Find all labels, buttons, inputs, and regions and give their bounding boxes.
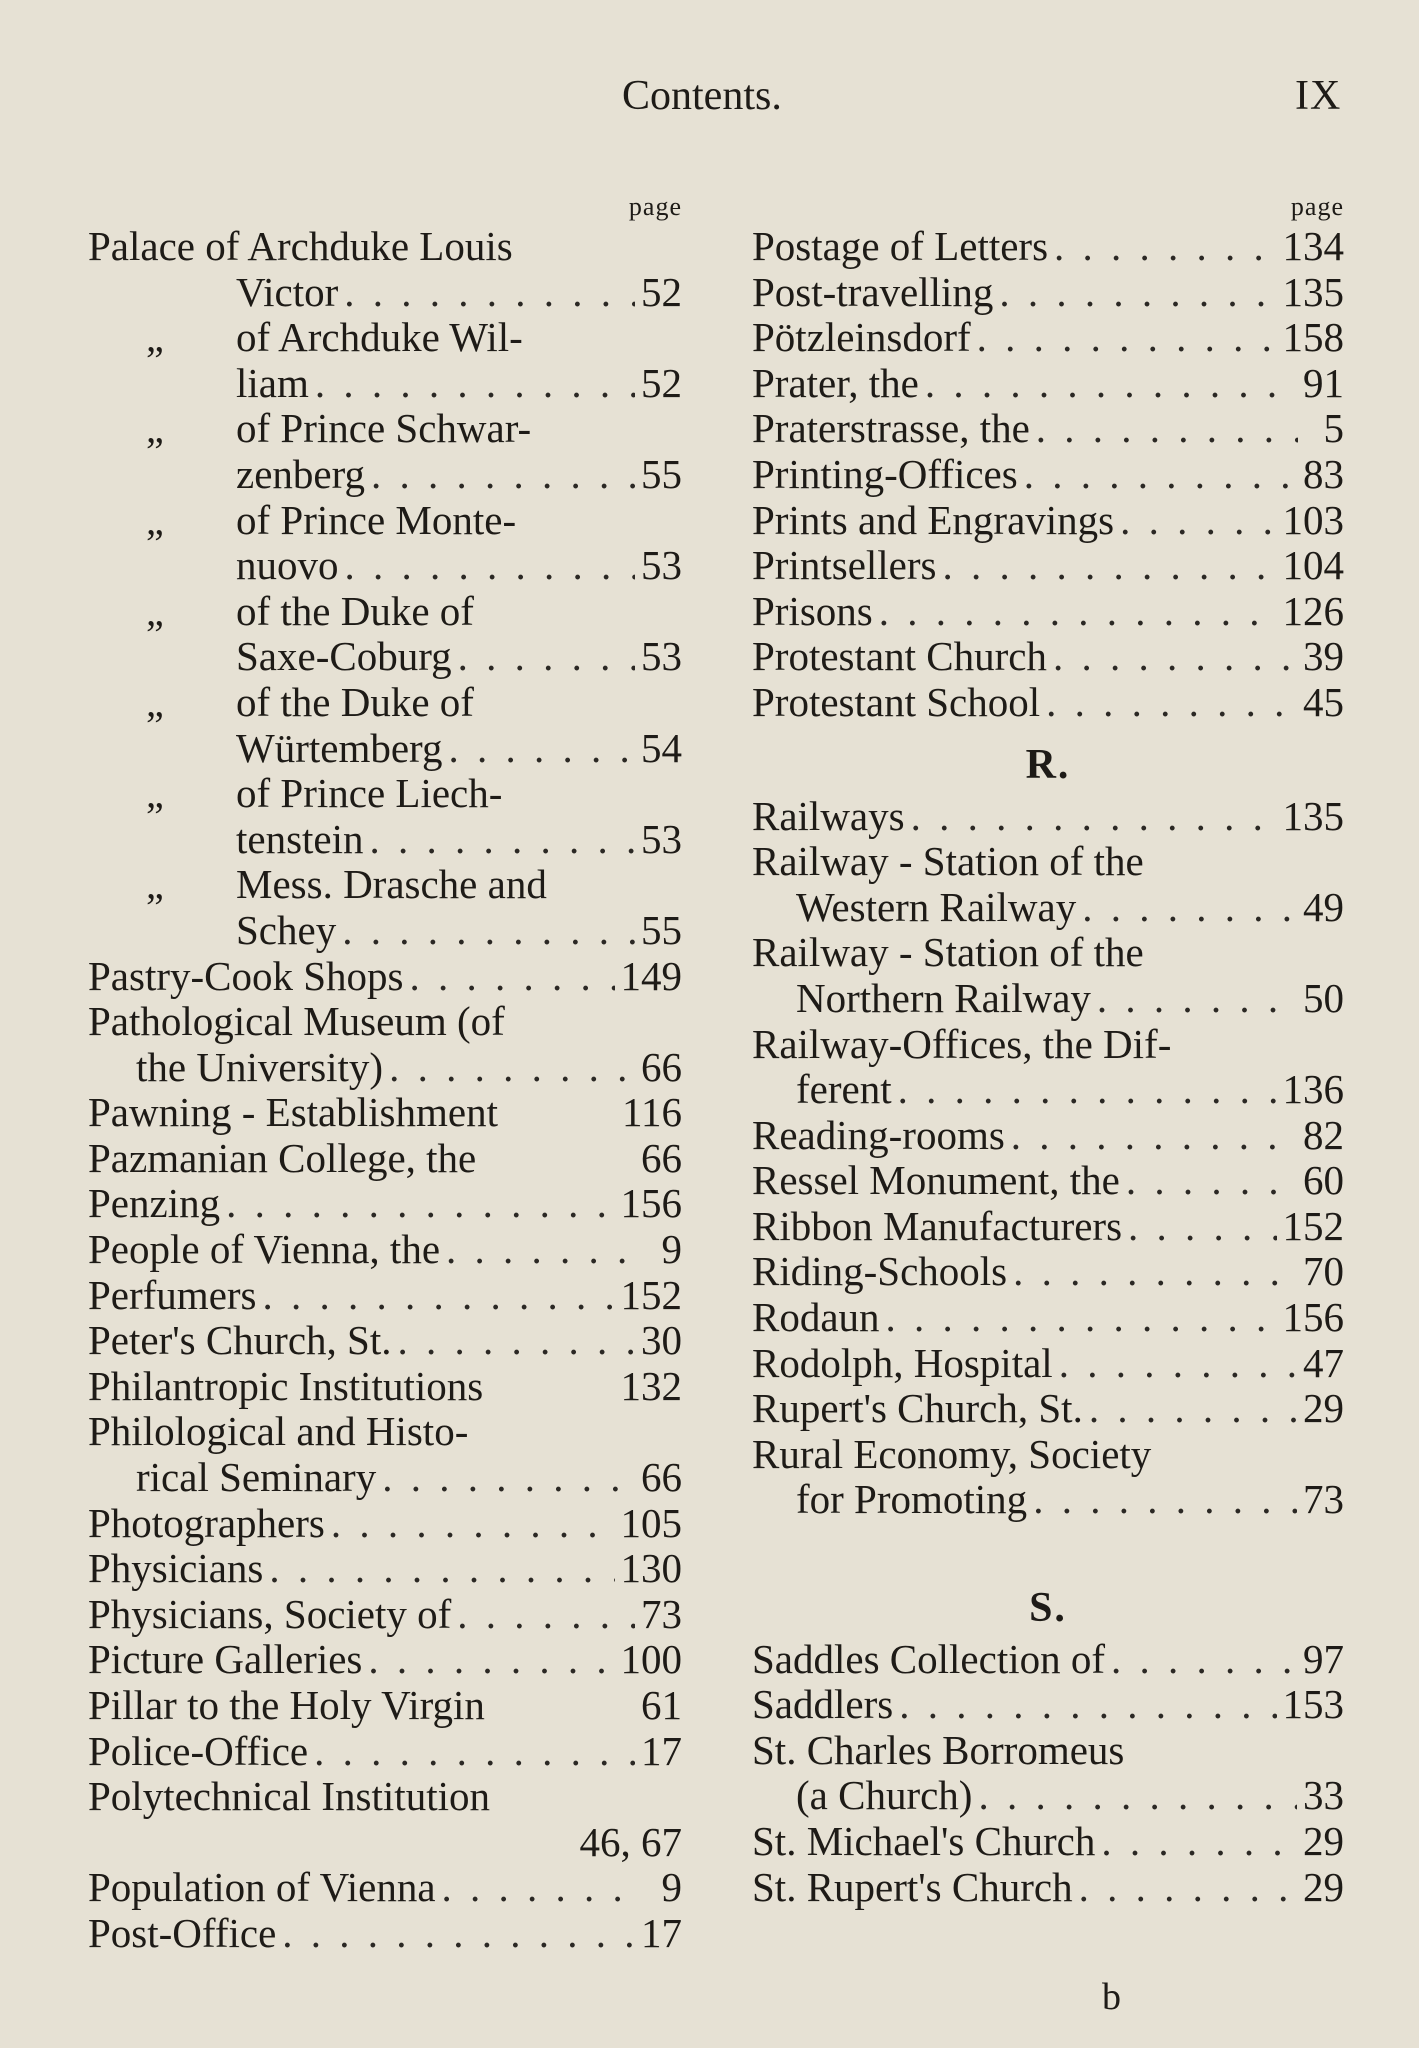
page-ref: 105 bbox=[620, 1500, 682, 1546]
page-ref: 158 bbox=[1282, 315, 1344, 361]
page-ref: 135 bbox=[1282, 793, 1344, 839]
entry-text: Western Railway bbox=[796, 884, 1077, 930]
index-list bbox=[88, 224, 682, 1957]
page-ref: 116 bbox=[622, 1090, 682, 1136]
entry-text: Protestant Church bbox=[752, 634, 1047, 680]
index-entry bbox=[752, 1682, 1344, 1728]
index-entry bbox=[88, 1090, 682, 1136]
index-entry bbox=[752, 498, 1344, 544]
dot-leader bbox=[389, 1045, 635, 1091]
dot-leader bbox=[397, 1318, 635, 1364]
index-entry bbox=[752, 1158, 1344, 1204]
index-entry bbox=[88, 1911, 682, 1957]
dot-leader bbox=[1059, 1341, 1297, 1387]
index-entry bbox=[752, 1637, 1344, 1683]
entry-text: Railway - Station of the bbox=[752, 839, 1144, 885]
page-ref: 9 bbox=[661, 1865, 682, 1911]
page-ref: 9 bbox=[661, 1227, 682, 1273]
index-entry bbox=[752, 315, 1344, 361]
entry-text: Polytechnical Institution bbox=[88, 1774, 490, 1820]
page-ref: 103 bbox=[1282, 497, 1344, 543]
index-entry bbox=[88, 634, 682, 680]
entry-text: of Archduke Wil- bbox=[236, 315, 523, 361]
entry-text: Praterstrasse, the bbox=[752, 406, 1030, 452]
page-ref: 91 bbox=[1303, 360, 1344, 406]
entry-text: Population of Vienna bbox=[88, 1865, 436, 1911]
dot-leader bbox=[446, 1227, 636, 1273]
index-entry bbox=[88, 498, 682, 544]
dot-leader bbox=[314, 1729, 635, 1775]
dot-leader bbox=[999, 270, 1276, 316]
entry-text: Police-Office bbox=[88, 1728, 309, 1774]
index-list bbox=[752, 224, 1344, 1910]
page-ref: 149 bbox=[620, 953, 682, 999]
entry-text: Saddlers bbox=[752, 1682, 894, 1728]
page-ref: 49 bbox=[1303, 884, 1344, 930]
entry-text: St. Charles Borromeus bbox=[752, 1727, 1125, 1773]
page-ref: 52 bbox=[641, 269, 682, 315]
dot-leader bbox=[457, 1592, 635, 1638]
index-entry bbox=[88, 1409, 682, 1455]
index-entry bbox=[88, 1501, 682, 1547]
page-column-label: page bbox=[628, 192, 682, 221]
dot-leader bbox=[879, 589, 1277, 635]
dot-leader bbox=[1128, 1204, 1276, 1250]
index-entry bbox=[88, 1820, 682, 1866]
running-title: Contents. bbox=[622, 73, 782, 119]
dot-leader bbox=[1089, 1386, 1297, 1432]
index-entry bbox=[88, 452, 682, 498]
page-ref: 66 bbox=[641, 1455, 682, 1501]
index-entry bbox=[88, 999, 682, 1045]
entry-text: Philological and Histo- bbox=[88, 1409, 469, 1455]
index-entry bbox=[752, 976, 1344, 1022]
index-entry bbox=[88, 1227, 682, 1273]
entry-text: Palace of Archduke Louis bbox=[88, 224, 513, 269]
index-entry bbox=[88, 862, 682, 908]
entry-text: rical Seminary bbox=[136, 1455, 377, 1501]
dot-leader bbox=[1111, 1637, 1297, 1683]
page-ref: 126 bbox=[1282, 588, 1344, 634]
entry-text: Printing-Offices bbox=[752, 451, 1018, 497]
page-ref: 73 bbox=[1303, 1477, 1344, 1523]
page-ref: 153 bbox=[1282, 1682, 1344, 1728]
index-entry bbox=[752, 1477, 1344, 1523]
dot-leader bbox=[911, 794, 1277, 840]
ditto-mark: „ bbox=[146, 497, 164, 543]
index-entry bbox=[88, 1045, 682, 1091]
entry-text: Rodolph, Hospital bbox=[752, 1340, 1053, 1386]
entry-text: Physicians bbox=[88, 1546, 264, 1592]
page-ref: 39 bbox=[1303, 634, 1344, 680]
index-entry bbox=[88, 680, 682, 726]
dot-leader bbox=[942, 543, 1276, 589]
section-letter: R. bbox=[1025, 741, 1071, 788]
dot-leader bbox=[1101, 1819, 1297, 1865]
page-ref: 134 bbox=[1282, 224, 1344, 269]
entry-text: zenberg bbox=[236, 451, 366, 497]
index-entry bbox=[752, 1865, 1344, 1911]
page-ref: 156 bbox=[620, 1181, 682, 1227]
entry-text: Postage of Letters bbox=[752, 224, 1049, 269]
entry-text: Protestant School bbox=[752, 679, 1041, 725]
index-entry bbox=[752, 634, 1344, 680]
dot-leader bbox=[345, 543, 636, 589]
index-entry bbox=[752, 361, 1344, 407]
entry-text: Post-travelling bbox=[752, 269, 994, 315]
page-number: IX bbox=[1295, 73, 1342, 119]
index-entry bbox=[752, 1204, 1344, 1250]
page-ref: 97 bbox=[1303, 1636, 1344, 1682]
entry-text: of the Duke of bbox=[236, 588, 474, 634]
dot-leader bbox=[1120, 498, 1276, 544]
dot-leader bbox=[886, 1295, 1277, 1341]
entry-text: Pastry-Cook Shops bbox=[88, 953, 404, 999]
dot-leader bbox=[1046, 680, 1297, 726]
dot-leader bbox=[382, 1455, 635, 1501]
index-entry bbox=[88, 1318, 682, 1364]
index-entry bbox=[88, 315, 682, 361]
entry-text: the University) bbox=[136, 1044, 384, 1090]
entry-text: Philantropic Institutions bbox=[88, 1363, 484, 1409]
index-entry bbox=[752, 1067, 1344, 1113]
index-entry bbox=[88, 361, 682, 407]
entry-text: Victor bbox=[236, 269, 339, 315]
dot-leader bbox=[282, 1911, 635, 1957]
dot-leader bbox=[269, 1546, 614, 1592]
page-ref: 152 bbox=[620, 1272, 682, 1318]
index-entry bbox=[88, 406, 682, 452]
dot-leader bbox=[458, 634, 635, 680]
index-entry bbox=[88, 1729, 682, 1775]
entry-text: Perfumers bbox=[88, 1272, 257, 1318]
index-entry bbox=[752, 1113, 1344, 1159]
page-ref: 66 bbox=[641, 1044, 682, 1090]
dot-leader bbox=[371, 452, 635, 498]
index-entry bbox=[88, 1637, 682, 1683]
index-entry bbox=[752, 794, 1344, 840]
entry-text: Pawning - Establishment bbox=[88, 1090, 498, 1136]
entry-text: Pötzleinsdorf bbox=[752, 315, 971, 361]
entry-text: liam bbox=[236, 360, 309, 406]
index-entry bbox=[752, 224, 1344, 270]
entry-text: Rodaun bbox=[752, 1295, 880, 1341]
page-ref: 29 bbox=[1303, 1386, 1344, 1432]
page-ref: 66 bbox=[641, 1135, 682, 1181]
page-ref: 53 bbox=[641, 816, 682, 862]
index-entry bbox=[88, 954, 682, 1000]
index-entry bbox=[752, 589, 1344, 635]
index-entry bbox=[88, 543, 682, 589]
page-ref: 45 bbox=[1303, 679, 1344, 725]
entry-text: Pillar to the Holy Virgin bbox=[88, 1683, 485, 1728]
page-ref: 152 bbox=[1282, 1203, 1344, 1249]
index-entry bbox=[752, 452, 1344, 498]
page-ref: 70 bbox=[1303, 1249, 1344, 1295]
page-ref: 100 bbox=[620, 1637, 682, 1683]
entry-text: Ressel Monument, the bbox=[752, 1158, 1120, 1204]
dot-leader bbox=[331, 1501, 615, 1547]
page-ref: 73 bbox=[641, 1591, 682, 1637]
page-ref: 60 bbox=[1303, 1158, 1344, 1204]
entry-text: Railway-Offices, the Dif- bbox=[752, 1021, 1172, 1067]
index-column-right bbox=[752, 190, 1344, 1910]
entry-text: Railway - Station of the bbox=[752, 930, 1144, 976]
ditto-mark: „ bbox=[146, 588, 164, 634]
index-entry bbox=[752, 543, 1344, 589]
entry-text: Printsellers bbox=[752, 543, 937, 589]
dot-leader bbox=[1036, 406, 1298, 452]
ditto-mark: „ bbox=[146, 315, 164, 361]
section-letter: S. bbox=[1029, 1584, 1067, 1631]
index-entry bbox=[752, 1773, 1344, 1819]
index-entry bbox=[752, 1728, 1344, 1774]
entry-text: Saxe-Coburg bbox=[236, 634, 452, 680]
page-ref: 132 bbox=[620, 1363, 682, 1409]
dot-leader bbox=[1013, 1249, 1297, 1295]
index-entry bbox=[752, 1249, 1344, 1295]
index-entry bbox=[88, 726, 682, 772]
dot-leader bbox=[1033, 1477, 1297, 1523]
dot-leader bbox=[1054, 224, 1276, 270]
dot-leader bbox=[925, 361, 1297, 407]
entry-text: Northern Railway bbox=[796, 975, 1091, 1021]
index-entry bbox=[88, 589, 682, 635]
dot-leader bbox=[1011, 1113, 1297, 1159]
index-entry bbox=[752, 680, 1344, 726]
page-ref: 53 bbox=[641, 543, 682, 589]
index-entry bbox=[752, 1819, 1344, 1865]
entry-text: Pazmanian College, the bbox=[88, 1135, 477, 1181]
entry-text: Prints and Engravings bbox=[752, 497, 1115, 543]
dot-leader bbox=[978, 1773, 1297, 1819]
dot-leader bbox=[448, 726, 635, 772]
entry-text: Photographers bbox=[88, 1500, 325, 1546]
index-entry bbox=[752, 885, 1344, 931]
dot-leader bbox=[315, 361, 635, 407]
entry-text: St. Rupert's Church bbox=[752, 1864, 1073, 1910]
dot-leader bbox=[898, 1067, 1277, 1113]
entry-text: Riding-Schools bbox=[752, 1249, 1008, 1295]
index-entry bbox=[88, 224, 682, 270]
index-entry bbox=[752, 1386, 1344, 1432]
entry-text: Schey bbox=[236, 907, 337, 953]
page-column-label: page bbox=[1290, 192, 1344, 221]
entry-text: Rupert's Church, St. bbox=[752, 1386, 1083, 1432]
index-entry bbox=[88, 1181, 682, 1227]
index-entry bbox=[88, 1592, 682, 1638]
page-ref: 83 bbox=[1303, 451, 1344, 497]
entry-text: Physicians, Society of bbox=[88, 1591, 452, 1637]
dot-leader bbox=[342, 908, 635, 954]
page-ref: 50 bbox=[1303, 975, 1344, 1021]
signature-mark: b bbox=[1102, 1976, 1121, 2018]
entry-text: Railways bbox=[752, 793, 905, 839]
entry-text: People of Vienna, the bbox=[88, 1227, 441, 1273]
index-entry bbox=[752, 1295, 1344, 1341]
ditto-mark: „ bbox=[146, 406, 164, 452]
page-ref: 5 bbox=[1323, 406, 1344, 452]
page-ref: 30 bbox=[641, 1318, 682, 1364]
entry-text: Prater, the bbox=[752, 360, 919, 406]
page-ref: 54 bbox=[641, 725, 682, 771]
index-entry bbox=[88, 1136, 682, 1182]
dot-leader bbox=[1079, 1865, 1297, 1911]
index-entry bbox=[88, 771, 682, 817]
dot-leader bbox=[899, 1682, 1276, 1728]
entry-text: Mess. Drasche and bbox=[236, 862, 547, 908]
entry-text: Peter's Church, St. bbox=[88, 1318, 392, 1364]
page-ref: 29 bbox=[1303, 1864, 1344, 1910]
entry-text: St. Michael's Church bbox=[752, 1819, 1096, 1864]
index-entry bbox=[752, 930, 1344, 976]
page-ref: 17 bbox=[641, 1728, 682, 1774]
ditto-mark: „ bbox=[146, 679, 164, 725]
entry-text: Rural Economy, Society bbox=[752, 1431, 1152, 1477]
page-ref: 53 bbox=[641, 634, 682, 680]
entry-text: nuovo bbox=[236, 543, 339, 589]
page-ref: 55 bbox=[641, 451, 682, 497]
ditto-mark: „ bbox=[146, 771, 164, 817]
index-entry bbox=[88, 1865, 682, 1911]
entry-text: Penzing bbox=[88, 1181, 221, 1227]
page-ref: 33 bbox=[1303, 1773, 1344, 1819]
entry-text: of Prince Monte- bbox=[236, 497, 517, 543]
entry-text: ferent bbox=[796, 1067, 892, 1113]
index-entry bbox=[752, 1341, 1344, 1387]
dot-leader bbox=[1097, 976, 1297, 1022]
page-ref: 61 bbox=[641, 1683, 682, 1728]
spacer bbox=[752, 1523, 1344, 1569]
entry-text: Würtemberg bbox=[236, 725, 443, 771]
entry-text: of Prince Liech- bbox=[236, 771, 503, 817]
dot-leader bbox=[368, 1637, 614, 1683]
dot-leader bbox=[1053, 634, 1297, 680]
entry-text: for Promoting bbox=[796, 1477, 1028, 1523]
dot-leader bbox=[410, 954, 615, 1000]
index-entry bbox=[752, 270, 1344, 316]
index-entry bbox=[88, 270, 682, 316]
dot-leader bbox=[1024, 452, 1297, 498]
dot-leader bbox=[344, 270, 635, 316]
entry-text: Ribbon Manufacturers bbox=[752, 1203, 1123, 1249]
page-ref: 82 bbox=[1303, 1112, 1344, 1158]
index-entry bbox=[752, 1022, 1344, 1068]
entry-text: Picture Galleries bbox=[88, 1637, 363, 1683]
entry-text: Saddles Collection of bbox=[752, 1636, 1106, 1682]
index-entry bbox=[752, 1432, 1344, 1478]
index-entry bbox=[88, 817, 682, 863]
index-entry bbox=[88, 1546, 682, 1592]
dot-leader bbox=[1082, 885, 1297, 931]
entry-text: of Prince Schwar- bbox=[236, 406, 532, 452]
index-entry bbox=[88, 1683, 682, 1729]
page-ref: 156 bbox=[1282, 1295, 1344, 1341]
index-entry bbox=[88, 1364, 682, 1410]
running-header bbox=[0, 72, 1419, 122]
dot-leader bbox=[442, 1865, 636, 1911]
page-ref: 29 bbox=[1303, 1819, 1344, 1864]
entry-text: Prisons bbox=[752, 588, 873, 634]
index-entry bbox=[752, 406, 1344, 452]
dot-leader bbox=[263, 1273, 615, 1319]
index-entry bbox=[88, 1455, 682, 1501]
index-column-left bbox=[88, 190, 682, 1957]
page-ref: 47 bbox=[1303, 1340, 1344, 1386]
page-ref: 136 bbox=[1282, 1067, 1344, 1113]
page-ref: 52 bbox=[641, 360, 682, 406]
page-ref: 46, 67 bbox=[579, 1819, 682, 1865]
page-ref: 130 bbox=[620, 1546, 682, 1592]
page-ref: 135 bbox=[1282, 269, 1344, 315]
dot-leader bbox=[1126, 1158, 1297, 1204]
entry-text: Pathological Museum (of bbox=[88, 999, 505, 1045]
dot-leader bbox=[977, 315, 1277, 361]
dot-leader bbox=[370, 817, 635, 863]
page-ref: 17 bbox=[641, 1910, 682, 1956]
entry-text: tenstein bbox=[236, 816, 364, 862]
entry-text: Reading-rooms bbox=[752, 1112, 1005, 1158]
index-entry bbox=[88, 1774, 682, 1820]
entry-text: Post-Office bbox=[88, 1910, 277, 1956]
entry-text: of the Duke of bbox=[236, 679, 474, 725]
ditto-mark: „ bbox=[146, 862, 164, 908]
index-entry bbox=[752, 839, 1344, 885]
page-ref: 55 bbox=[641, 907, 682, 953]
page-ref: 104 bbox=[1282, 543, 1344, 589]
dot-leader bbox=[226, 1181, 614, 1227]
index-entry bbox=[88, 908, 682, 954]
entry-text: (a Church) bbox=[796, 1773, 973, 1819]
index-entry bbox=[88, 1273, 682, 1319]
